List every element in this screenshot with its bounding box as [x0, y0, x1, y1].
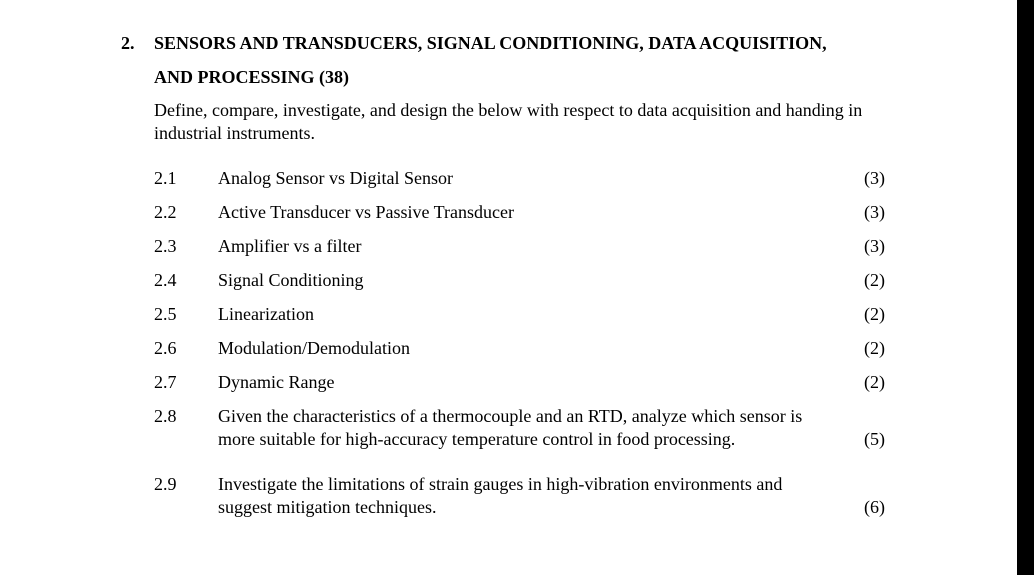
item-text	[218, 405, 863, 451]
item-number: 2.7	[154, 372, 177, 392]
item-marks: (3)	[864, 202, 885, 222]
item-text-line: Dynamic Range	[218, 372, 335, 392]
item-marks: (2)	[864, 372, 885, 392]
item-number: 2.2	[154, 202, 177, 222]
item-text-line: Given the characteristics of a thermocouple and an RTD, analyze which sensor is	[218, 406, 803, 426]
item-text-line: more suitable for high-accuracy temperature control in food processing.	[218, 429, 736, 449]
item-marks: (6)	[864, 497, 885, 517]
item-marks: (3)	[864, 168, 885, 188]
item-text	[218, 201, 863, 224]
item-text-line: Modulation/Demodulation	[218, 338, 410, 358]
item-text-line: Linearization	[218, 304, 314, 324]
item-text	[218, 167, 863, 190]
item-text-line: Signal Conditioning	[218, 270, 364, 290]
item-number: 2.4	[154, 270, 177, 290]
item-text	[218, 337, 863, 360]
item-number: 2.8	[154, 406, 177, 426]
item-text-line: Investigate the limitations of strain gauges in high-vibration environments and	[218, 474, 783, 494]
question-total-marks: (38)	[319, 67, 350, 87]
item-number: 2.3	[154, 236, 177, 256]
item-text	[218, 235, 863, 258]
item-text-line: Analog Sensor vs Digital Sensor	[218, 168, 453, 188]
item-text-line: Amplifier vs a filter	[218, 236, 362, 256]
item-marks: (2)	[864, 270, 885, 290]
item-number: 2.1	[154, 168, 177, 188]
item-number: 2.9	[154, 474, 177, 494]
item-text	[218, 303, 863, 326]
question-title-line-1: SENSORS AND TRANSDUCERS, SIGNAL CONDITIONING, DATA ACQUISITION,	[154, 33, 827, 53]
item-text	[218, 473, 863, 519]
item-text	[218, 371, 863, 394]
question-intro: Define, compare, investigate, and design the below with respect to data acquisition and handing in industrial instruments.	[154, 100, 863, 143]
item-text-line: Active Transducer vs Passive Transducer	[218, 202, 514, 222]
question-number: 2.	[121, 33, 135, 53]
item-text-line: suggest mitigation techniques.	[218, 497, 437, 517]
question-title-line-2	[154, 60, 914, 94]
item-number: 2.5	[154, 304, 177, 324]
item-marks: (2)	[864, 304, 885, 324]
item-marks: (2)	[864, 338, 885, 358]
item-text	[218, 269, 863, 292]
page-edge-bar	[1017, 0, 1034, 575]
question-title-text: AND PROCESSING	[154, 67, 315, 87]
question-title	[154, 32, 914, 94]
item-number: 2.6	[154, 338, 177, 358]
item-marks: (5)	[864, 429, 885, 449]
item-marks: (3)	[864, 236, 885, 256]
